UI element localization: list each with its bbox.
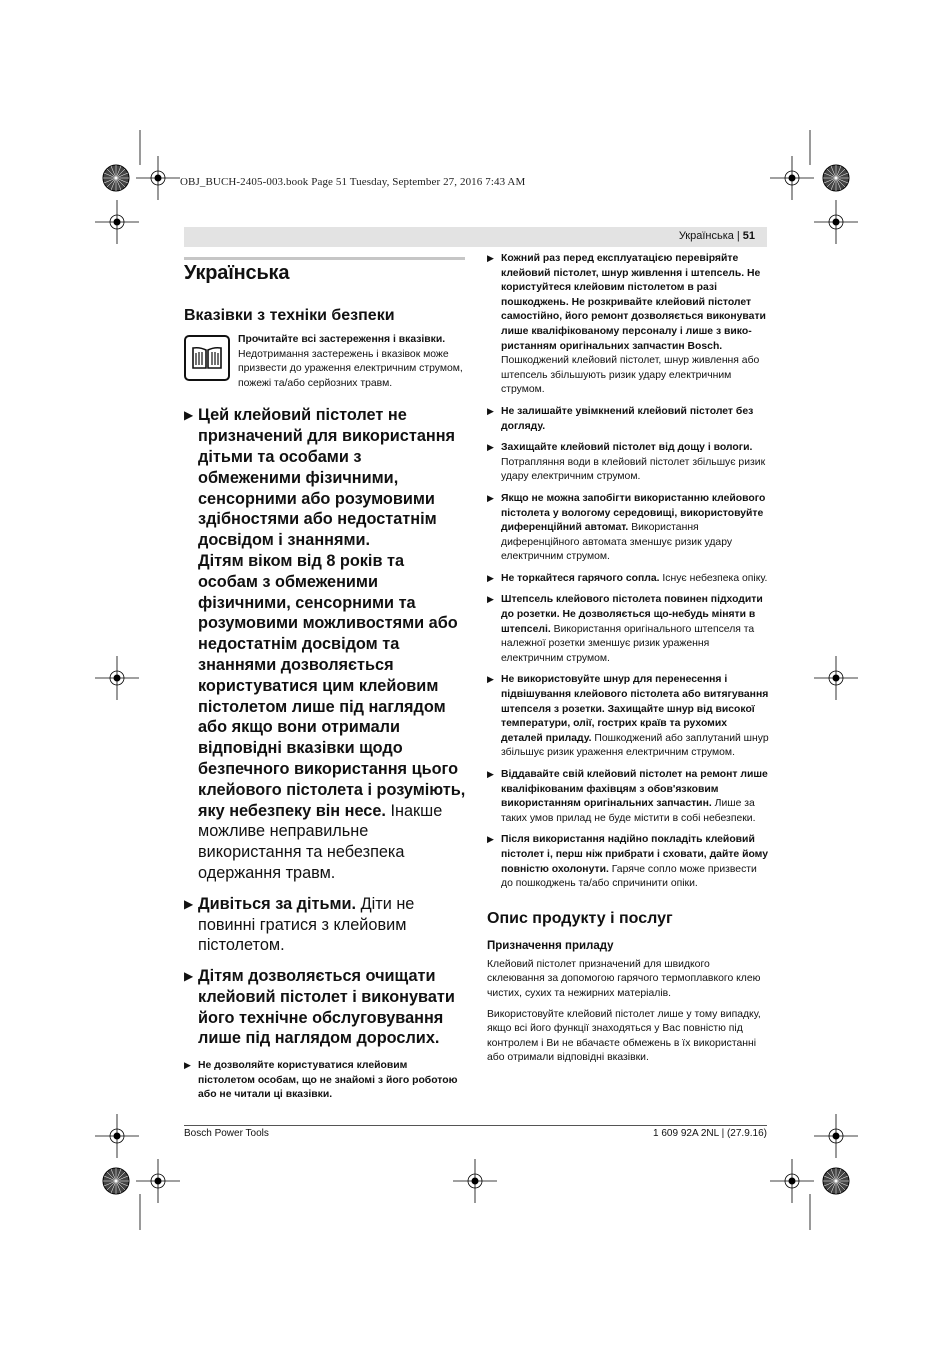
warning-text: Використання оригінального штепселя та належної розетки зменшує ризик ураження електричним струмом. — [501, 623, 755, 664]
left-column — [184, 262, 467, 1110]
page-header-band — [184, 227, 767, 247]
intended-use-paragraph: Клейовий пістолет призначений для швидкого склеювання за допомогою гарячого термоплавкого клею чистих, сухих та нежирних матеріалів. — [487, 958, 761, 999]
bullet-arrow-icon: ▶ — [487, 594, 494, 605]
warning-bold: Віддавайте свій клейовий пістолет на ремонт лише кваліфікованим фахівцям з обов'язковим використанням оригінальних запчастин. — [501, 769, 768, 810]
warning-bold: Якщо не можна запобігти використанню клейового пістолета у вологому середовищі, використовуйте диференційний автомат. — [501, 492, 766, 534]
warning-bold: Не використовуйте шнур для перенесення і підвішування клейового пістолета або витягування штепселя з розетки. Захищайте шнур від високої температури, олії, гострих країв та рухомих деталей приладу. — [501, 674, 769, 744]
list-item — [487, 252, 769, 398]
warning-bold: Дітям дозволяється очищати клейовий пістолет і виконувати його технічне обслуговування лише під наглядом дорослих. — [198, 967, 455, 1048]
bullet-arrow-icon: ▶ — [487, 834, 494, 845]
warning-bold: Цей клейовий пістолет не призначений для використання дітьми та особами з обмеженими фізичними, сенсорними або розумовими здібностями або недостатнім досвідом і знаннями. — [198, 406, 456, 550]
warning-text: Потрапляння води в клейовий пістолет збільшує ризик удару електричним струмом. — [501, 456, 766, 483]
list-item — [184, 894, 467, 956]
bullet-arrow-icon: ▶ — [487, 674, 494, 685]
title-rule — [184, 257, 465, 260]
page-header-language: Українська — [678, 230, 734, 242]
list-item — [487, 405, 769, 434]
list-item — [487, 572, 769, 587]
list-item — [487, 492, 769, 565]
right-column — [487, 252, 769, 1072]
warning-bold-2: Дітям віком від 8 років та особам з обмеженими фізичними, сенсорними та розумовими можливостями або недостатнім досвідом та знаннями дозволяється користуватися цим клейовим пістолетом лише під наглядом або якщо вони отримали відповідні вказівки щодо безпечного використання цього клейового пістолета і розуміють, яку небезпеку він несе. — [198, 551, 466, 820]
page-header-separator: | — [736, 230, 740, 242]
read-notice-bold: Прочитайте всі застереження і вказівки. — [238, 334, 446, 345]
bullet-arrow-icon: ▶ — [487, 769, 494, 779]
warning-bold: Штепсель клейового пістолета повинен підходити до розетки. Не дозволяється що-небудь міняти в штепселі. — [501, 594, 763, 635]
intended-use-heading: Призначення приладу — [487, 939, 614, 952]
list-item — [487, 833, 769, 891]
bullet-arrow-icon: ▶ — [487, 405, 494, 416]
bullet-arrow-icon: ▶ — [184, 969, 194, 984]
warning-bold: Після використання надійно покладіть клейовий пістолет і, перш ніж прибрати і сховати, дайте йому повністю охолонути. — [501, 834, 769, 875]
bullet-arrow-icon: ▶ — [487, 492, 494, 503]
read-notice-body: Недотримання застережень і вказівок може призвести до ураження електричним струмом, пожежі та/або серйозних травм. — [238, 348, 463, 389]
bullet-arrow-icon: ▶ — [184, 1060, 191, 1071]
page-header — [679, 230, 755, 242]
bullet-arrow-icon: ▶ — [487, 253, 494, 263]
book-icon — [184, 335, 230, 381]
warning-bold: Дивіться за дітьми. — [198, 894, 357, 913]
page-number: 51 — [742, 230, 755, 242]
bullet-arrow-icon: ▶ — [487, 572, 494, 583]
warning-text: Існує небезпека опіку. — [659, 572, 768, 584]
warning-bold: Захищайте клейовий пістолет від дощу і вологи. — [501, 442, 753, 454]
big-warning-list — [184, 405, 467, 1049]
footer-rule — [184, 1125, 767, 1126]
list-item — [184, 1059, 467, 1103]
bullet-arrow-icon: ▶ — [184, 408, 194, 423]
warning-bold: Не дозволяйте користуватися клейовим пістолетом особам, що не знайомі з його роботою або не читали ці вказівки. — [198, 1060, 458, 1101]
warning-text: Використання диференційного автомата зменшує ризик удару електричним струмом. — [501, 522, 733, 563]
footer-brand: Bosch Power Tools — [184, 1128, 269, 1139]
warning-text: Гаряче сопло може призвести до пошкоджень та/або спричинити опіки. — [501, 863, 757, 890]
warning-text: Лише за таких умов прилад не буде містити в собі небезпеки. — [501, 798, 756, 824]
warning-text: Діти не повинні гратися з клейовим пістолетом. — [198, 894, 415, 955]
list-item — [487, 441, 769, 485]
page-title: Українська — [184, 262, 290, 284]
read-notice-text — [238, 333, 467, 391]
list-item — [184, 405, 467, 883]
footer-doc-number: 1 609 92A 2NL | (27.9.16) — [653, 1128, 767, 1139]
list-item — [487, 768, 769, 826]
bullet-arrow-icon: ▶ — [487, 442, 494, 453]
warning-bold: Не торкайтеся гарячого сопла. — [501, 572, 660, 584]
warning-text: Пошкоджений клейовий пістолет, шнур живлення або штепсель збільшують ризик удару електричним струмом. — [501, 355, 760, 396]
list-item — [487, 593, 769, 666]
bullet-arrow-icon: ▶ — [184, 896, 194, 911]
print-header: OBJ_BUCH-2405-003.book Page 51 Tuesday, September 27, 2016 7:43 AM — [180, 176, 526, 188]
safety-heading: Вказівки з техніки безпеки — [184, 307, 395, 324]
warning-bold: Кожний раз перед експлуатацією перевіряйте клейовий пістолет, шнур живлення і штепсель. Не користуйтеся клейовим пістолетом в разі пошкоджень. Не розкривайте клейовий пістолет самостійно, його ремонт дозволяється виконувати лише кваліфікованому персоналу і лише з використанням оригінальних запчастин Bosch. — [501, 253, 766, 352]
intended-use-paragraph: Використовуйте клейовий пістолет лише у тому випадку, якщо всі його функції знаходяться у Вас повністю під контролем і Ви не вбачаєте обмежень в їх використанні або отримали відповідні вказівки. — [487, 1008, 761, 1064]
list-item — [487, 673, 769, 761]
product-heading: Опис продукту і послуг — [487, 909, 673, 927]
read-notice — [184, 333, 467, 391]
list-item — [184, 966, 467, 1049]
warning-text: Пошкоджений або заплутаний шнур збільшує ризик ураження електричним струмом. — [501, 732, 769, 759]
warning-text: Інакше можливе неправильне використання та небезпека одержання травм. — [198, 801, 443, 882]
warning-bold: Не залишайте увімкнений клейовий пістолет без догляду. — [501, 405, 754, 432]
